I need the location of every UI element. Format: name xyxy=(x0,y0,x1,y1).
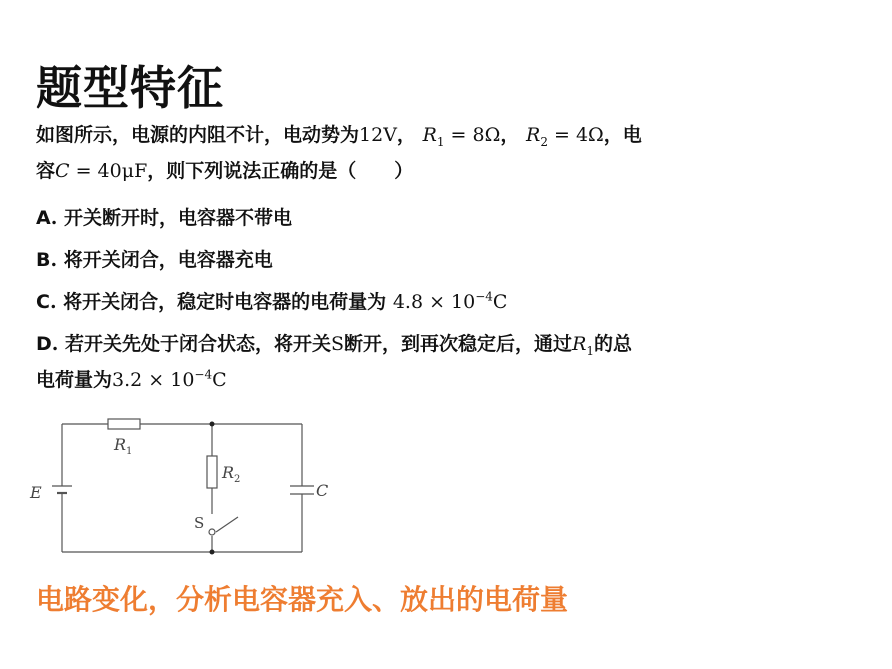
switch-symbol: S xyxy=(331,333,345,355)
charge-exponent: −4 xyxy=(194,367,213,382)
separator: ， xyxy=(500,124,520,146)
question-line-2 xyxy=(36,156,413,183)
option-text: . 将开关闭合，电容器充电 xyxy=(50,249,273,271)
r1-symbol: R xyxy=(422,124,437,146)
option-letter: C xyxy=(36,291,50,313)
option-d-line-2 xyxy=(36,365,227,392)
option-a xyxy=(36,203,292,230)
resistor-r2 xyxy=(207,456,217,488)
switch-blade xyxy=(216,517,238,532)
r1-label: R xyxy=(114,435,127,454)
option-text: 的总 xyxy=(594,333,633,355)
question-text: 如图所示，电源的内阻不计，电动势为 xyxy=(36,124,360,146)
r1-symbol: R xyxy=(572,333,587,355)
c-value: = 40μF xyxy=(69,160,148,182)
r1-subscript: 1 xyxy=(586,343,595,358)
option-letter: D xyxy=(36,333,52,355)
question-line-1 xyxy=(36,120,642,149)
option-letter: B xyxy=(36,249,51,271)
r2-symbol: R xyxy=(526,124,541,146)
capacitor-label: C xyxy=(316,481,329,500)
charge-value: 4.8 × 10 xyxy=(392,291,476,313)
r1-subscript: 1 xyxy=(436,134,445,149)
r2-label-subscript: 2 xyxy=(234,474,241,485)
option-text: . 开关断开时，电容器不带电 xyxy=(50,207,292,229)
question-text: ，则下列说法正确的是（ ） xyxy=(147,160,414,182)
r1-label-subscript: 1 xyxy=(126,446,133,457)
question-text: ，电 xyxy=(603,124,642,146)
r2-subscript: 2 xyxy=(540,134,548,149)
option-text: . 若开关先处于闭合状态，将开关 xyxy=(51,333,332,355)
emf-label: E xyxy=(30,483,42,502)
r2-value: = 4Ω xyxy=(547,124,604,146)
r2-label: R xyxy=(222,463,235,482)
switch-label: S xyxy=(194,514,205,532)
c-symbol: C xyxy=(55,160,70,182)
option-text: 断开，到再次稳定后，通过 xyxy=(344,333,573,355)
option-b xyxy=(36,245,273,272)
option-d xyxy=(36,329,632,358)
switch-contact xyxy=(209,529,215,535)
option-text: 电荷量为 xyxy=(36,369,113,391)
charge-unit: C xyxy=(212,369,227,391)
option-text: . 将开关闭合，稳定时电容器的电荷量为 xyxy=(49,291,387,313)
page-title: 题型特征 xyxy=(36,61,224,115)
option-letter: A xyxy=(36,207,51,229)
separator: ， xyxy=(396,124,416,146)
junction-node xyxy=(210,422,215,427)
junction-node xyxy=(210,550,215,555)
charge-value: 3.2 × 10 xyxy=(112,369,195,391)
resistor-r1 xyxy=(108,419,140,429)
question-text: 容 xyxy=(36,160,56,182)
r1-value: = 8Ω xyxy=(444,124,501,146)
key-point-text: 电路变化，分析电容器充入、放出的电荷量 xyxy=(36,583,569,616)
emf-value: 12V xyxy=(359,124,397,146)
charge-unit: C xyxy=(492,291,508,313)
option-c xyxy=(36,287,507,314)
charge-exponent: −4 xyxy=(475,289,493,304)
circuit-diagram xyxy=(24,414,334,564)
